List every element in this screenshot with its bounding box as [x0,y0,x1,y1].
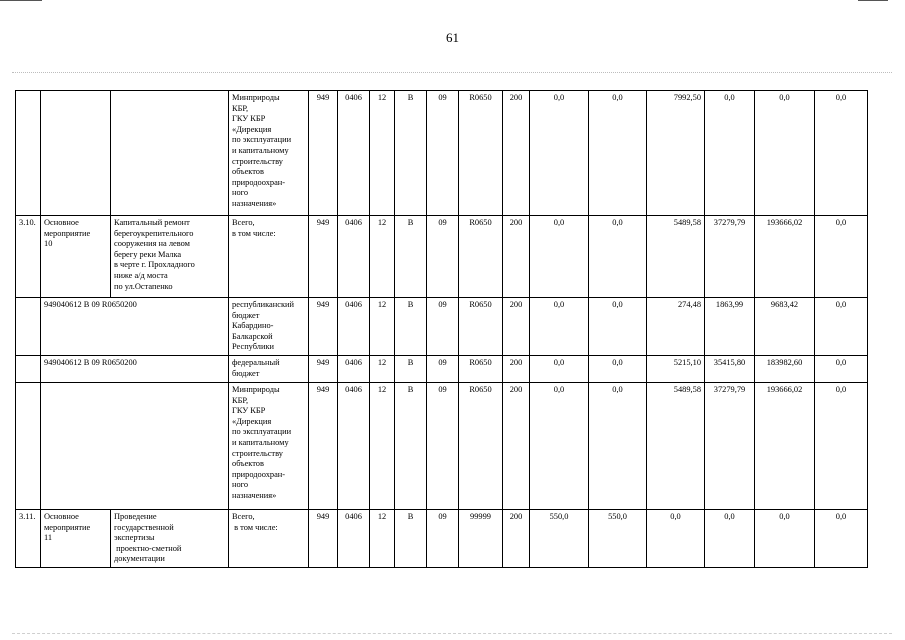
cs-subprogram-cell: В [395,383,427,510]
table-row [16,510,868,568]
year-2016-cell: 0,0 [647,510,705,568]
year-2019-cell: 0,0 [815,216,868,298]
responsible-cell: Всего, в том числе: [229,510,309,568]
grbs-cell: 949 [309,91,338,216]
rzpr-cell: 0406 [338,91,370,216]
status-cell: Основное мероприятие 10 [41,216,111,298]
cs-subprogram-cell: В [395,298,427,356]
year-2016-cell: 274,48 [647,298,705,356]
cs-event-cell: 09 [427,356,459,383]
table-row [16,356,868,383]
cs-direction-cell: R0650 [459,356,503,383]
name-cell: Проведение государственной экспертизы проектно-сметной документации [111,510,229,568]
table-row [16,91,868,216]
table-row [16,216,868,298]
year-2018-cell: 0,0 [755,510,815,568]
vr-cell: 200 [503,510,530,568]
year-2017-cell: 35415,80 [705,356,755,383]
status-cell: Основное мероприятие 11 [41,510,111,568]
cs-direction-cell: R0650 [459,383,503,510]
cs-event-cell: 09 [427,298,459,356]
cs-subprogram-cell: В [395,91,427,216]
year-2018-cell: 183982,60 [755,356,815,383]
year-2015-cell: 550,0 [589,510,647,568]
rzpr-cell: 0406 [338,383,370,510]
cs-event-cell: 09 [427,383,459,510]
page-number: 61 [446,30,459,45]
cs-program-cell: 12 [370,356,395,383]
grbs-cell: 949 [309,383,338,510]
budget-code-cell: 949040612 В 09 R0650200 [41,298,229,356]
year-2018-cell: 9683,42 [755,298,815,356]
cs-program-cell: 12 [370,91,395,216]
year-2016-cell: 5215,10 [647,356,705,383]
cs-event-cell: 09 [427,216,459,298]
year-2014-cell: 550,0 [530,510,589,568]
rzpr-cell: 0406 [338,298,370,356]
grbs-cell: 949 [309,356,338,383]
scan-artifact-left [0,0,42,1]
year-2014-cell: 0,0 [530,91,589,216]
cs-direction-cell: R0650 [459,91,503,216]
responsible-cell: Всего, в том числе: [229,216,309,298]
budget-code-cell [41,383,229,510]
name-cell: Капитальный ремонт берегоукрепительного сооружения на левом берегу реки Малка в черте г. Прохладного ниже а/д моста по ул.Остапенко [111,216,229,298]
year-2016-cell: 5489,58 [647,216,705,298]
vr-cell: 200 [503,298,530,356]
year-2015-cell: 0,0 [589,216,647,298]
row-number-cell [16,298,41,356]
name-cell [111,91,229,216]
year-2015-cell: 0,0 [589,356,647,383]
cs-subprogram-cell: В [395,216,427,298]
cs-direction-cell: R0650 [459,216,503,298]
responsible-cell: Минприроды КБР, ГКУ КБР «Дирекция по эксплуатации и капитальному строительству объектов природоохран- ного назначения» [229,91,309,216]
row-number-cell: 3.10. [16,216,41,298]
budget-table [15,90,868,568]
vr-cell: 200 [503,91,530,216]
cs-subprogram-cell: В [395,356,427,383]
vr-cell: 200 [503,383,530,510]
year-2014-cell: 0,0 [530,298,589,356]
row-number-cell [16,383,41,510]
year-2018-cell: 193666,02 [755,383,815,510]
year-2019-cell: 0,0 [815,356,868,383]
year-2018-cell: 0,0 [755,91,815,216]
table-row [16,298,868,356]
rzpr-cell: 0406 [338,510,370,568]
table-row [16,383,868,510]
year-2017-cell: 0,0 [705,510,755,568]
rzpr-cell: 0406 [338,216,370,298]
vr-cell: 200 [503,356,530,383]
grbs-cell: 949 [309,216,338,298]
rzpr-cell: 0406 [338,356,370,383]
responsible-cell: Минприроды КБР, ГКУ КБР «Дирекция по эксплуатации и капитальному строительству объектов природоохран- ного назначения» [229,383,309,510]
year-2017-cell: 37279,79 [705,383,755,510]
year-2017-cell: 37279,79 [705,216,755,298]
year-2019-cell: 0,0 [815,91,868,216]
year-2016-cell: 7992,50 [647,91,705,216]
cs-program-cell: 12 [370,216,395,298]
row-number-cell: 3.11. [16,510,41,568]
row-number-cell [16,356,41,383]
responsible-cell: республиканский бюджет Кабардино- Балкарской Республики [229,298,309,356]
bottom-scan-rule [12,633,892,634]
cs-program-cell: 12 [370,510,395,568]
year-2015-cell: 0,0 [589,383,647,510]
vr-cell: 200 [503,216,530,298]
year-2015-cell: 0,0 [589,91,647,216]
year-2015-cell: 0,0 [589,298,647,356]
cs-subprogram-cell: В [395,510,427,568]
year-2017-cell: 0,0 [705,91,755,216]
responsible-cell: федеральный бюджет [229,356,309,383]
year-2014-cell: 0,0 [530,383,589,510]
budget-code-cell: 949040612 В 09 R0650200 [41,356,229,383]
grbs-cell: 949 [309,298,338,356]
status-cell [41,91,111,216]
cs-event-cell: 09 [427,510,459,568]
row-number-cell [16,91,41,216]
year-2018-cell: 193666,02 [755,216,815,298]
cs-direction-cell: R0650 [459,298,503,356]
cs-program-cell: 12 [370,383,395,510]
year-2017-cell: 1863,99 [705,298,755,356]
cs-event-cell: 09 [427,91,459,216]
year-2014-cell: 0,0 [530,216,589,298]
top-dotted-rule [12,72,892,73]
year-2019-cell: 0,0 [815,510,868,568]
year-2019-cell: 0,0 [815,298,868,356]
year-2019-cell: 0,0 [815,383,868,510]
grbs-cell: 949 [309,510,338,568]
year-2014-cell: 0,0 [530,356,589,383]
cs-direction-cell: 99999 [459,510,503,568]
year-2016-cell: 5489,58 [647,383,705,510]
scan-artifact-right [858,0,888,1]
cs-program-cell: 12 [370,298,395,356]
